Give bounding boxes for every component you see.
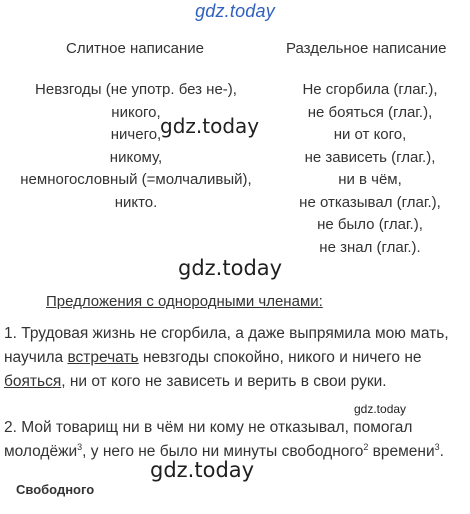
list-item: никого,	[111, 103, 161, 121]
bottom-label: Свободного	[16, 482, 95, 497]
list-item: никто.	[114, 193, 158, 211]
sentence-2	[4, 416, 470, 464]
sentence-line: 2. Мой товарищ ни в чём ни кому не отказывал, помогал	[4, 419, 413, 436]
watermark-bottom: gdz.today	[150, 458, 255, 482]
right-column-list	[270, 79, 470, 259]
sentence-1	[4, 322, 470, 394]
list-item: никому,	[109, 148, 163, 166]
list-item: не знал (глаг.).	[319, 238, 421, 256]
list-item: не было (глаг.),	[317, 216, 423, 233]
list-item: ничего,	[110, 126, 162, 143]
sentence-line: бояться, ни от кого не зависеть и верить в свои руки.	[4, 373, 387, 390]
list-item: не отказывал (глаг.),	[299, 193, 441, 211]
section-heading: Предложения с однородными членами:	[46, 293, 323, 310]
watermark-small: gdz.today	[354, 402, 407, 416]
watermark-top: gdz.today	[195, 1, 275, 21]
right-column-header: Раздельное написание	[286, 40, 447, 57]
list-item: немногословный (=молчаливый),	[20, 171, 252, 188]
left-column-list	[0, 79, 272, 214]
list-item: Невзгоды (не употр. без не-),	[35, 81, 237, 98]
sentence-line: 1. Трудовая жизнь не сгорбила, а даже выпрямила мою мать,	[4, 325, 449, 342]
left-column-header: Слитное написание	[66, 40, 204, 57]
watermark-middle: gdz.today	[160, 114, 260, 138]
watermark-center: gdz.today	[178, 256, 283, 280]
list-item: не зависеть (глаг.),	[304, 148, 436, 166]
list-item: Не сгорбила (глаг.),	[302, 81, 438, 98]
sentence-line: молодёжи$^3$, у него не было ни минуты свободного$^2$ времени$^3$.	[4, 441, 444, 460]
list-item: ни от кого,	[333, 126, 407, 143]
list-item: ни в чём,	[338, 171, 402, 188]
list-item: не бояться (глаг.),	[307, 103, 433, 121]
sentence-line: научила встречать невзгоды спокойно, никого и ничего не	[4, 349, 422, 366]
